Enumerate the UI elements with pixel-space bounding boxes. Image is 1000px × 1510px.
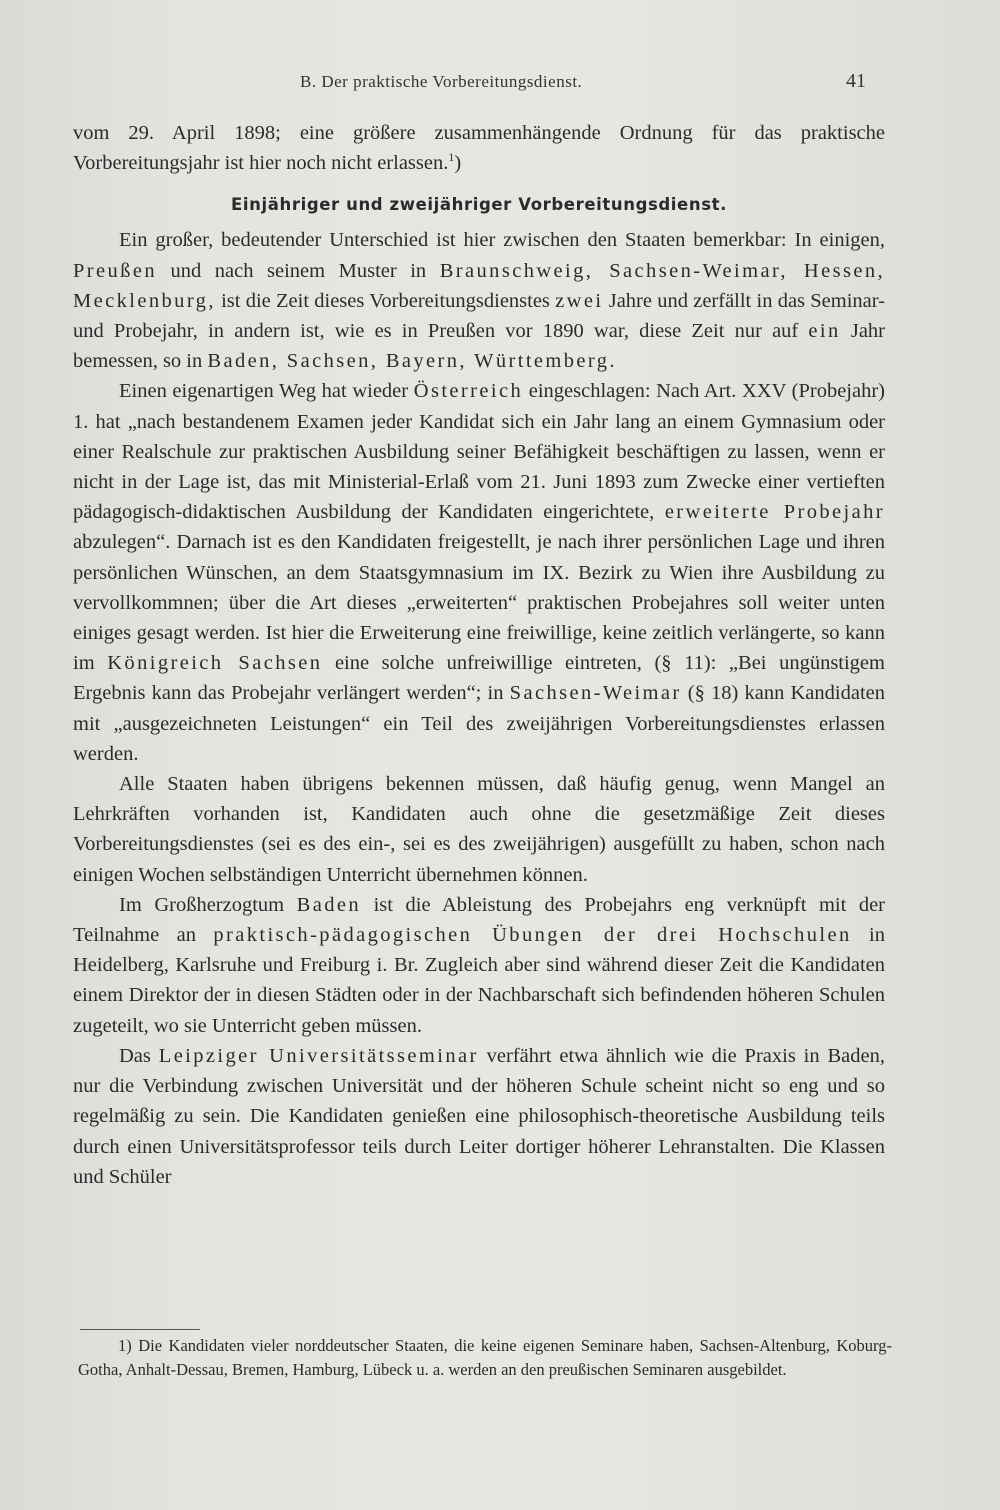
footnote bbox=[78, 1334, 892, 1381]
footnote-marker: 1 bbox=[118, 1336, 127, 1355]
body-text bbox=[73, 118, 885, 1192]
footnote-separator bbox=[80, 1329, 200, 1330]
footnote-text: ) Die Kandidaten vieler norddeutscher Staaten, die keine eigenen Seminare haben, Sachsen-Altenburg, Koburg-Gotha, Anhalt-Dessau, Bremen, Hamburg, Lübeck u. a. werden an den preußischen Seminaren ausgebildet. bbox=[78, 1336, 892, 1379]
paragraph-continuation: vom 29. April 1898; eine größere zusammenhängende Ordnung für das praktische Vorbereitungsjahr ist hier noch nicht erlassen.$^1$) bbox=[73, 122, 885, 175]
footnote-reference[interactable]: 1 bbox=[448, 150, 455, 165]
section-heading: Einjähriger und zweijähriger Vorbereitungsdienst. bbox=[231, 195, 727, 215]
paragraph-2: Einen eigenartigen Weg hat wieder Österreich eingeschlagen: Nach Art. XXV (Probejahr) 1. hat „nach bestandenem Examen jeder Kandidat sich ein Jahr lang an einem Gymnasium oder einer Realschule zur praktischen Ausbildung seiner Befähigkeit beschäftigen zu lassen, wenn er nicht in der Lage ist, das mit Ministerial-Erlaß vom 21. Juni 1893 zum Zwecke einer vertieften pädagogisch-didaktischen Ausbildung der Kandidaten eingerichtete, erweiterte Probejahr abzulegen“. Darnach ist es den Kandidaten freigestellt, je nach ihrer persönlichen Lage und ihren persönlichen Wünschen, an dem Staatsgymnasium im IX. Bezirk zu Wien ihre Ausbildung zu vervollkommnen; über die Art dieses „erweiterten“ praktischen Probejahres soll weiter unten einiges gesagt werden. Ist hier die Erweiterung eine freiwillige, keine zeitlich verlängerte, so kann im Königreich Sachsen eine solche unfreiwillige eintreten, (§ 11): „Bei ungünstigem Ergebnis kann das Probejahr verlängert werden“; in Sachsen-Weimar (§ 18) kann Kandidaten mit „ausgezeichneten Leistungen“ ein Teil des zweijährigen Vorbereitungsdienstes erlassen werden. bbox=[73, 380, 885, 765]
running-title: B. Der praktische Vorbereitungsdienst. bbox=[300, 72, 583, 91]
paragraph-3: Alle Staaten haben übrigens bekennen müssen, daß häufig genug, wenn Mangel an Lehrkräften vorhanden ist, Kandidaten auch ohne die gesetzmäßige Zeit dieses Vorbereitungsdienstes (sei es des ein-, sei es des zweijährigen) ausgefüllt zu haben, schon nach einigen Wochen selbständigen Unterricht übernehmen können. bbox=[73, 773, 885, 886]
paragraph-1: Ein großer, bedeutender Unterschied ist hier zwischen den Staaten bemerkbar: In einigen, Preußen und nach seinem Muster in Braunschweig, Sachsen-Weimar, Hessen, Mecklenburg, ist die Zeit dieses Vorbereitungsdienstes zwei Jahre und zerfällt in das Seminar- und Probejahr, in andern ist, wie es in Preußen vor 1890 war, diese Zeit nur auf ein Jahr bemessen, so in Baden, Sachsen, Bayern, Württemberg. bbox=[73, 229, 885, 373]
page-number: 41 bbox=[846, 70, 866, 92]
paragraph-5: Das Leipziger Universitätsseminar verfährt etwa ähnlich wie die Praxis in Baden, nur die Verbindung zwischen Universität und der höheren Schule scheint nicht so eng und so regelmäßig zu sein. Die Kandidaten genießen eine philosophisch-theoretische Ausbildung teils durch einen Universitätsprofessor teils durch Leiter dortiger höherer Lehranstalten. Die Klassen und Schüler bbox=[73, 1044, 885, 1188]
paragraph-4: Im Großherzogtum Baden ist die Ableistung des Probejahrs eng verknüpft mit der Teilnahme an praktisch-pädagogischen Übungen der drei Hochschulen in Heidelberg, Karlsruhe und Freiburg i. Br. Zugleich aber sind während dieser Zeit die Kandidaten einem Direktor der in diesen Städten oder in der Nachbarschaft sich befindenden höheren Schulen zugeteilt, wo sie Unterricht geben müssen. bbox=[73, 893, 886, 1037]
